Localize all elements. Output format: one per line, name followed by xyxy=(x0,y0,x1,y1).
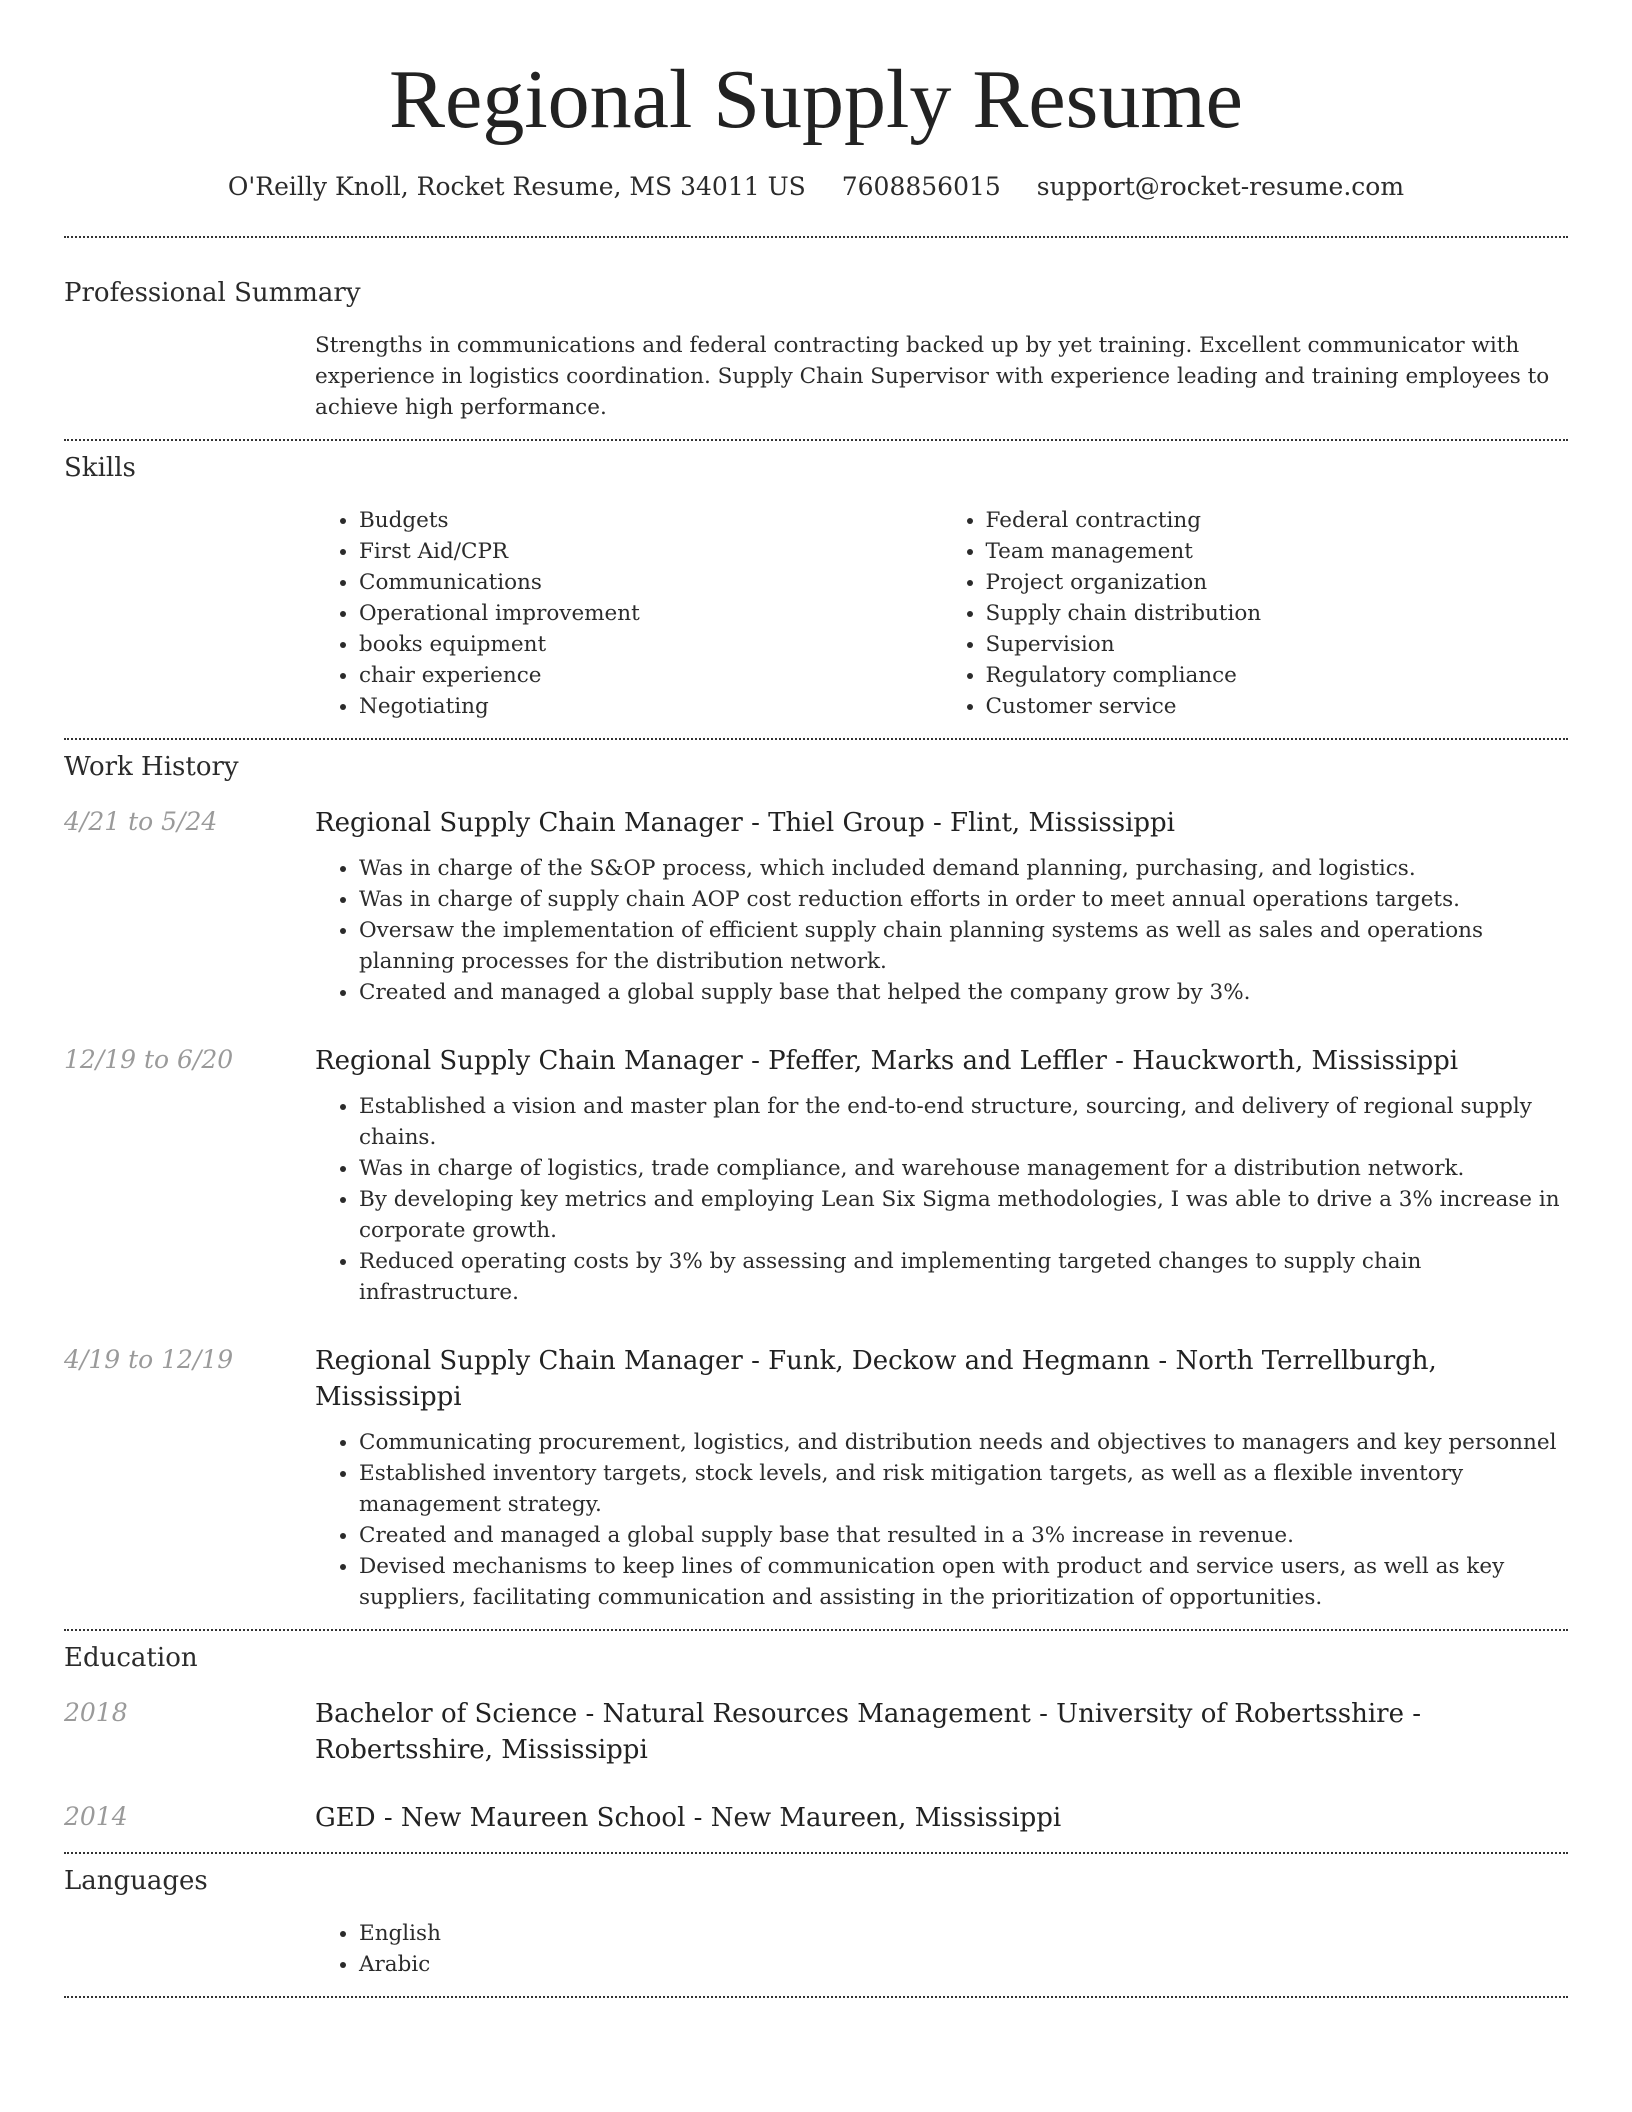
summary-text: Strengths in communications and federal contracting backed up by yet training. Excellent communicator with experience in logistics coordination. Supply Chain Supervisor with experience leading and training employees to achieve high performance. xyxy=(315,333,1550,420)
skill-item: • First Aid/CPR xyxy=(359,536,942,567)
skill-item: • Project organization xyxy=(986,567,1569,598)
job-bullet: • Created and managed a global supply base that resulted in a 3% increase in revenue. xyxy=(359,1520,1568,1551)
section-divider xyxy=(64,1852,1568,1854)
job-bullet: • Communicating procurement, logistics, and distribution needs and objectives to managers and key personnel xyxy=(359,1427,1568,1458)
job-bullet: • By developing key metrics and employing Lean Six Sigma methodologies, I was able to drive a 3% increase in corporate growth. xyxy=(359,1184,1568,1246)
skill-item: • Regulatory compliance xyxy=(986,660,1569,691)
job-dates: 4/19 to 12/19 xyxy=(64,1345,234,1374)
job-title: Regional Supply Chain Manager - Pfeffer, Marks and Leffler - Hauckworth, Mississippi xyxy=(315,1046,1459,1076)
job-title: Regional Supply Chain Manager - Thiel Group - Flint, Mississippi xyxy=(315,808,1175,838)
skills-column-left xyxy=(315,505,942,722)
skill-item: • Federal contracting xyxy=(986,505,1569,536)
education-year: 2014 xyxy=(64,1802,128,1831)
contact-line xyxy=(64,170,1568,204)
section-title-summary: Professional Summary xyxy=(64,278,361,308)
education-entry xyxy=(64,1800,1568,1836)
education-year: 2018 xyxy=(64,1698,128,1727)
section-divider xyxy=(64,738,1568,740)
job-bullet: • Created and managed a global supply base that helped the company grow by 3%. xyxy=(359,977,1568,1008)
language-item: • English xyxy=(359,1918,1568,1949)
job-bullet: • Devised mechanisms to keep lines of communication open with product and service users, as well as key suppliers, facilitating communication and assisting in the prioritization of opportunities. xyxy=(359,1551,1568,1613)
skill-item: • chair experience xyxy=(359,660,942,691)
job-bullet: • Was in charge of the S&OP process, which included demand planning, purchasing, and logistics. xyxy=(359,853,1568,884)
job-bullet: • Established inventory targets, stock levels, and risk mitigation targets, as well as a flexible inventory management strategy. xyxy=(359,1458,1568,1520)
skill-item: • Operational improvement xyxy=(359,598,942,629)
job-entry xyxy=(64,1343,1568,1613)
education-entry xyxy=(64,1696,1568,1768)
job-bullet: • Oversaw the implementation of efficient supply chain planning systems as well as sales and operations planning processes for the distribution network. xyxy=(359,915,1568,977)
section-divider xyxy=(64,1996,1568,1998)
job-bullet: • Was in charge of supply chain AOP cost reduction efforts in order to meet annual operations targets. xyxy=(359,884,1568,915)
job-dates: 4/21 to 5/24 xyxy=(64,807,218,836)
job-bullet: • Reduced operating costs by 3% by assessing and implementing targeted changes to supply chain infrastructure. xyxy=(359,1246,1568,1308)
contact-email: support@rocket-resume.com xyxy=(1036,172,1405,201)
job-bullet: • Established a vision and master plan for the end-to-end structure, sourcing, and delivery of regional supply chains. xyxy=(359,1091,1568,1153)
section-title-education: Education xyxy=(64,1643,198,1673)
skill-item: • books equipment xyxy=(359,629,942,660)
section-divider xyxy=(64,1629,1568,1631)
skills-column-right xyxy=(942,505,1569,722)
resume-title: Regional Supply Resume xyxy=(389,53,1243,146)
job-entry xyxy=(64,1043,1568,1308)
section-title-work: Work History xyxy=(64,752,239,782)
job-bullet: • Was in charge of logistics, trade compliance, and warehouse management for a distribution network. xyxy=(359,1153,1568,1184)
language-item: • Arabic xyxy=(359,1949,1568,1980)
skill-item: • Customer service xyxy=(986,691,1569,722)
skills-list xyxy=(315,505,1568,722)
education-title: Bachelor of Science - Natural Resources Management - University of Robertsshire - Robertsshire, Mississippi xyxy=(315,1699,1422,1765)
resume-page xyxy=(64,0,1568,1998)
contact-address: O'Reilly Knoll, Rocket Resume, MS 34011 US xyxy=(227,172,806,201)
skill-item: • Negotiating xyxy=(359,691,942,722)
languages-list xyxy=(315,1918,1568,1980)
skill-item: • Supervision xyxy=(986,629,1569,660)
section-title-languages: Languages xyxy=(64,1866,208,1896)
job-entry xyxy=(64,805,1568,1008)
skill-item: • Team management xyxy=(986,536,1569,567)
job-bullets xyxy=(315,1091,1568,1308)
skill-item: • Communications xyxy=(359,567,942,598)
section-title-skills: Skills xyxy=(64,453,136,483)
section-divider xyxy=(64,439,1568,441)
job-bullets xyxy=(315,853,1568,1008)
skill-item: • Supply chain distribution xyxy=(986,598,1569,629)
section-divider xyxy=(64,236,1568,238)
job-dates: 12/19 to 6/20 xyxy=(64,1045,234,1074)
skill-item: • Budgets xyxy=(359,505,942,536)
contact-phone: 7608856015 xyxy=(841,172,1001,201)
job-bullets xyxy=(315,1427,1568,1613)
education-title: GED - New Maureen School - New Maureen, Mississippi xyxy=(315,1803,1062,1833)
job-title: Regional Supply Chain Manager - Funk, Deckow and Hegmann - North Terrellburgh, Mississippi xyxy=(315,1346,1437,1412)
